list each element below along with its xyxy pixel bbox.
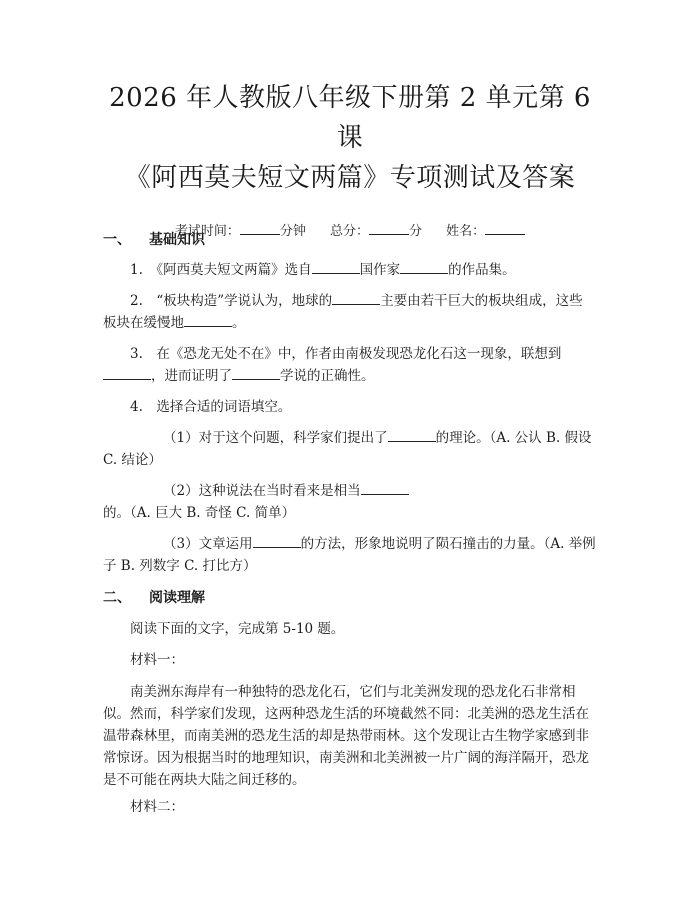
document-title — [103, 78, 597, 198]
name-blank[interactable] — [485, 222, 525, 235]
answer-blank[interactable] — [361, 482, 409, 495]
answer-blank[interactable] — [332, 292, 380, 305]
question-4-2: （2）这种说法在当时看来是相当的。（A. 巨大 B. 奇怪 C. 简单） — [103, 480, 596, 524]
answer-blank[interactable] — [103, 367, 151, 380]
exam-time-blank[interactable] — [240, 222, 280, 235]
section-heading-basic: 一、 基础知识 — [103, 232, 205, 248]
title-line-2: 《阿西莫夫短文两篇》专项测试及答案 — [124, 163, 576, 193]
section-heading-reading: 二、 阅读理解 — [103, 590, 205, 606]
answer-blank[interactable] — [184, 314, 232, 327]
question-4-1: （1）对于这个问题，科学家们提出了 的理论。（A. 公认 B. 假设 C. 结论） — [103, 430, 592, 468]
material-1-text: 南美洲东海岸有一种独特的恐龙化石，它们与北美洲发现的恐龙化石非常相似。然而，科学家们发现，这两种恐龙生活的环境截然不同：北美洲的恐龙生活在温带森林里，而南美洲的恐龙生活的却是热带雨林。这个发现让古生物学家感到非常惊讶。因为根据当时的地理知识，南美洲和北美洲被一片广阔的海洋隔开，恐龙是不可能在两块大陆之间迁移的。 — [103, 684, 589, 788]
student-name: 姓名： — [446, 224, 525, 239]
total-score: 总分： 分 — [329, 224, 423, 239]
answer-blank[interactable] — [400, 261, 448, 274]
question-4-3: （3）文章运用 的方法，形象地说明了陨石撞击的力量。（A. 举例子 B. 列数字 C. 打比方） — [103, 536, 596, 574]
answer-blank[interactable] — [232, 367, 280, 380]
answer-blank[interactable] — [253, 535, 301, 548]
question-1: 1. 《阿西莫夫短文两篇》选自 国作家 的作品集。 — [130, 262, 516, 278]
question-4: 4. 选择合适的词语填空。 — [130, 399, 292, 415]
answer-blank[interactable] — [388, 429, 436, 442]
question-2: 2. “板块构造”学说认为，地球的 主要由若干巨大的板块组成，这些板块在缓慢地 。 — [103, 293, 583, 331]
answer-blank[interactable] — [312, 261, 360, 274]
total-score-blank[interactable] — [369, 222, 409, 235]
question-3: 3. 在《恐龙无处不在》中，作者由南极发现恐龙化石这一现象，联想到，进而证明了 学说的正确性。 — [103, 343, 596, 387]
material-1-label: 材料一： — [130, 652, 184, 668]
exam-time: 考试时间： 分钟 — [174, 224, 306, 239]
reading-intro: 阅读下面的文字，完成第 5-10 题。 — [130, 621, 345, 637]
material-2-label: 材料二： — [130, 799, 184, 815]
title-line-1: 2026 年人教版八年级下册第 2 单元第 6 课 — [109, 83, 591, 153]
